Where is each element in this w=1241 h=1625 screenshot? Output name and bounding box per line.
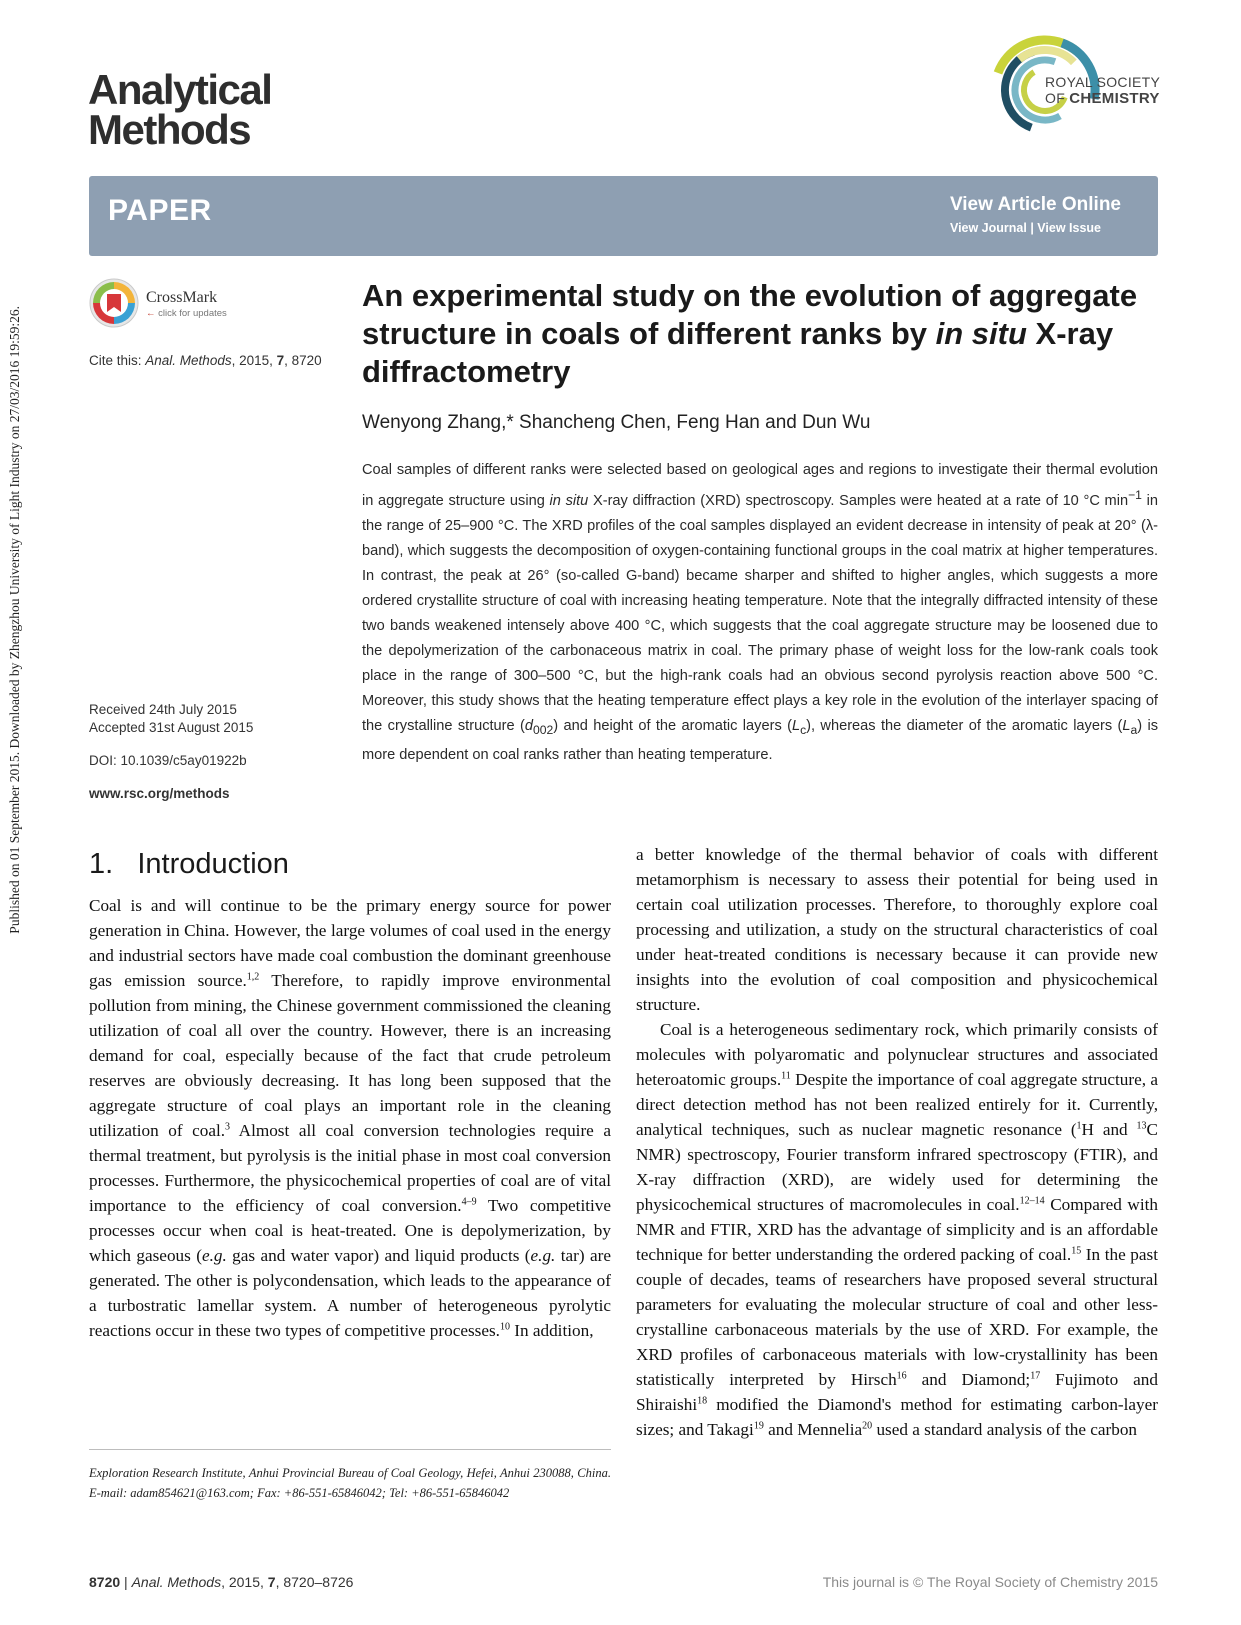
- view-journal-link[interactable]: View Journal: [949, 221, 1027, 235]
- side-note-text: Published on 01 September 2015. Downloaded by Zhengzhou University of Light Industry on 27/03/2016 19:59:26.: [7, 306, 22, 934]
- page-footer-citation: 8720 | Anal. Methods, 2015, 7, 8720–8726: [89, 1574, 354, 1590]
- received-date: Received 24th July 2015: [89, 702, 237, 717]
- intro-paragraph-1: Coal is and will continue to be the primary energy source for power generation in China. However, the large volumes of coal used in the energy and industrial sectors have made coal combustion the dominant greenhouse gas emission source.$^{1,2}$ Therefore, to rapidly improve environmental pollution from mining, the Chinese government commissioned the cleaning utilization of coal all over the country. However, there is an increasing demand for coal, especially because of the fact that crude petroleum reserves are obviously decreasing. It has long been supposed that the aggregate structure of coal plays an important role in the cleaning utilization of coal.$^3$ Almost all coal conversion technologies require a thermal treatment, but pyrolysis is the initial phase in most coal conversion processes. Furthermore, the physicochemical properties of coal are of vital importance to the efficiency of coal conversion.$^{4-9}$ Two competitive processes occur when coal is heat-treated. One is depolymerization, by which gaseous (e.g. gas and water vapor) and liquid products (e.g. tar) are generated. The other is polycondensation, which leads to the appearance of a turbostratic lamellar system. A number of heterogeneous pyrolytic reactions occur in these two types of competitive processes.$^{10}$ In addition,: [89, 896, 611, 1340]
- crossmark-sub: ← click for updates: [146, 308, 227, 319]
- crossmark-name: CrossMark: [146, 289, 218, 306]
- author-affiliation: Exploration Research Institute, Anhui Provincial Bureau of Coal Geology, Hefei, Anhui 230088, China. E-mail: adam854621@163.com; Fax: +86-551-65846042; Tel: +86-551-65846042: [89, 1466, 611, 1500]
- left-arrow-icon: ←: [146, 308, 156, 319]
- intro-paragraph-2: Coal is a heterogeneous sedimentary rock, which primarily consists of molecules with polyaromatic and polynuclear structures and associated heteroatomic groups.$^{11}$ Despite the importance of coal aggregate structure, a direct detection method has not been realized entirely for it. Currently, analytical techniques, such as nuclear magnetic resonance ($^1$H and $^{13}$C NMR) spectroscopy, Fourier transform infrared spectroscopy (FTIR), and X-ray diffraction (XRD), are widely used for determining the physicochemical structures of macromolecules in coal.$^{12-14}$ Compared with NMR and FTIR, XRD has the advantage of simplicity and is an affordable technique for better understanding the ordered packing of coal.$^{15}$ In the past couple of decades, teams of researchers have proposed several structural parameters for evaluating the molecular structure of coal and other less-crystalline carbonaceous materials by the use of XRD. For example, the XRD profiles of carbonaceous materials with low-crystallinity has been statistically interpreted by Hirsch$^{16}$ and Diamond;$^{17}$ Fujimoto and Shiraishi$^{18}$ modified the Diamond's method for estimating carbon-layer sizes; and Takagi$^{19}$ and Mennelia$^{20}$ used a standard analysis of the carbon: [636, 1020, 1158, 1439]
- journal-url-link[interactable]: www.rsc.org/methods: [89, 786, 230, 801]
- author-list[interactable]: Wenyong Zhang,* Shancheng Chen, Feng Han and Dun Wu: [362, 412, 871, 433]
- journal-title-line2: Methods: [88, 106, 251, 153]
- journal-title-line1: Analytical: [88, 66, 272, 113]
- abstract: Coal samples of different ranks were selected based on geological ages and regions to investigate their thermal evolution in aggregate structure using in situ X-ray diffraction (XRD) spectroscopy. Samples were heated at a rate of 10 °C $\min^{-1}$ in the range of 25–900 °C. The XRD profiles of the coal samples displayed an evident decrease in intensity of peak at 20° (λ-band), which suggests the decomposition of oxygen-containing functional groups in the coal matrix at higher temperatures. In contrast, the peak at 26° (so-called G-band) became sharper and shifted to higher angles, which suggests a more ordered crystallite structure of coal with increasing heating temperature. Note that the integrally diffracted intensity of these two bands weakened intensely above 400 °C, which suggests that the coal aggregate structure may be loosened due to the depolymerization of the carbonaceous matrix in coal. The primary phase of weight loss for the low-rank coals took place in the range of 300–500 °C, but the high-rank coals had an obvious second pyrolysis reaction above 500 °C. Moreover, this study shows that the heating temperature effect plays a key role in the evolution of the interlayer spacing of the crystalline structure $(d_{002})$ and height of the aromatic layers $(L_c)$, whereas the diameter of the aromatic layers $(L_a)$ is more dependent on coal ranks rather than heating temperature.: [362, 462, 1159, 763]
- article-title: An experimental study on the evolution of aggregate structure in coals of different ranks by in situ X-ray diffractometry: [362, 278, 1138, 389]
- doi[interactable]: DOI: 10.1039/c5ay01922b: [89, 753, 247, 768]
- rsc-wordmark-line1: ROYAL SOCIETY: [1045, 74, 1161, 90]
- rsc-wordmark: [1045, 74, 1160, 107]
- article-type-label: PAPER: [108, 194, 212, 227]
- publication-side-note: [2, 230, 28, 1010]
- view-links-separator: |: [1026, 221, 1038, 235]
- body-column-right: [636, 842, 1158, 1442]
- article-type-banner: [89, 176, 1158, 256]
- crossmark-label[interactable]: [146, 289, 227, 319]
- accepted-date: Accepted 31st August 2015: [89, 720, 254, 735]
- rsc-wordmark-line2: OF CHEMISTRY: [1045, 90, 1160, 107]
- section-heading-introduction: 1. Introduction: [89, 848, 289, 880]
- page-footer-copyright: This journal is © The Royal Society of Chemistry 2015: [822, 1574, 1158, 1590]
- view-issue-link[interactable]: View Issue: [1037, 221, 1101, 235]
- footnote-divider: [89, 1449, 611, 1450]
- body-column-left: [89, 893, 611, 1343]
- journal-title[interactable]: [88, 66, 272, 153]
- intro-paragraph-1-continued: a better knowledge of the thermal behavior of coals with different metamorphism is necessary to assess their potential for being used in certain coal utilization processes. Therefore, to thoroughly explore coal processing and utilization, a study on the structural characteristics of coal under heat-treated conditions is necessary because it can provide new insights into the evolution of coal composition and physicochemical structure.: [636, 845, 1158, 1014]
- view-article-online-link[interactable]: View Article Online: [949, 194, 1121, 215]
- cite-this: Cite this: Anal. Methods, 2015, 7, 8720: [89, 353, 322, 368]
- view-links: [950, 221, 1101, 235]
